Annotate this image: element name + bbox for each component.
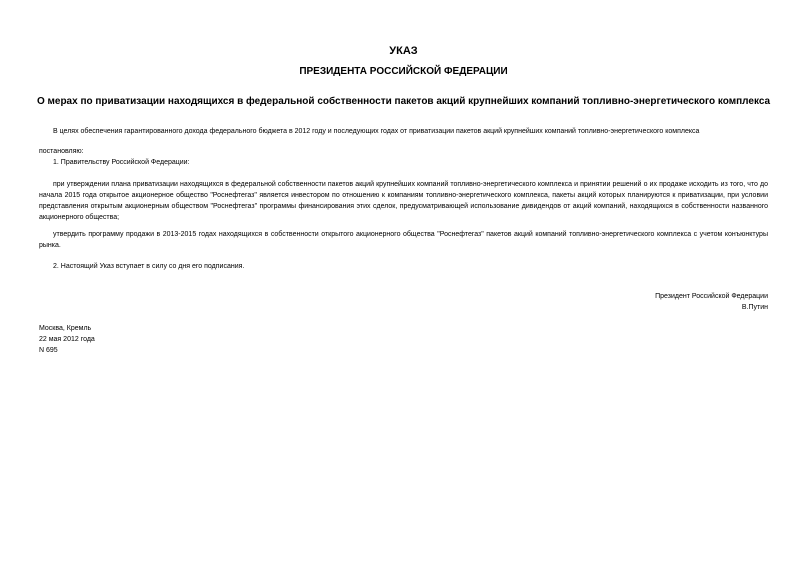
signatory-name: В.Путин xyxy=(741,304,768,311)
signing-date: 22 мая 2012 года xyxy=(39,336,95,343)
signing-place: Москва, Кремль xyxy=(39,325,92,332)
item-1-paragraph: 1. Правительству Российской Федерации: xyxy=(53,159,190,166)
resolution-word: постановляю: xyxy=(39,148,84,155)
decree-number: N 695 xyxy=(39,347,58,354)
item-2-paragraph: 2. Настоящий Указ вступает в силу со дня его подписания. xyxy=(53,263,245,270)
item-1-sub-1-paragraph: при утверждении плана приватизации находящихся в федеральной собственности пакетов акций крупнейших компаний топливно-энергетического комплекса и принятии решений о их продаже исходить из того, что до начала 2015 года открытое акционерное общество "Роснефтегаз" является инвестором по отношению к компаниям топливно-энергетического комплекса, пакеты акций которых планируются к приватизации, при условии представления открытым акционерным обществом "Роснефтегаз" программы финансирования этих сделок, предусматривающей использование дивидендов от акций компаний, находящихся в собственности названного акционерного общества; xyxy=(39,181,768,221)
signature-block xyxy=(655,291,768,313)
preamble-paragraph: В целях обеспечения гарантированного дохода федерального бюджета в 2012 году и последующих годах от приватизации пакетов акций крупнейших компаний топливно-энергетического комплекса xyxy=(53,128,700,135)
signatory-position: Президент Российской Федерации xyxy=(655,293,768,300)
place-date-block xyxy=(39,323,95,356)
document-issuer: ПРЕЗИДЕНТА РОССИЙСКОЙ ФЕДЕРАЦИИ xyxy=(299,66,508,77)
document-title: УКАЗ xyxy=(389,45,418,57)
document-subject: О мерах по приватизации находящихся в федеральной собственности пакетов акций крупнейших компаний топливно-энергетического комплекса xyxy=(36,96,771,107)
item-1-sub-2-paragraph: утвердить программу продажи в 2013-2015 годах находящихся в собственности открытого акционерного общества "Роснефтегаз" пакетов акций компаний топливно-энергетического комплекса с учетом конъюнктуры рынка. xyxy=(39,231,768,249)
